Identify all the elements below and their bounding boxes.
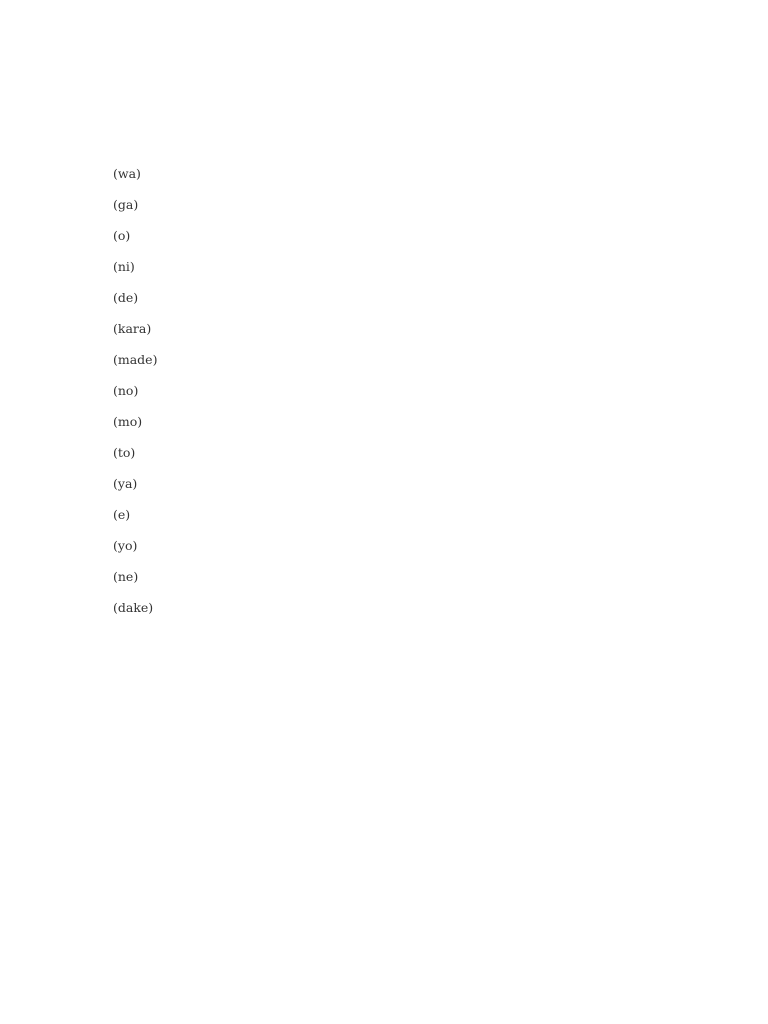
particle-romaji: (ne): [113, 569, 139, 584]
example-cell: [518, 381, 673, 412]
particle-cell: [113, 257, 248, 288]
particle-romaji: (kara): [113, 321, 152, 336]
reading-cell: [383, 257, 518, 288]
particle-romaji: (no): [113, 383, 139, 398]
meaning-cell: [248, 598, 383, 629]
particle-romaji: (yo): [113, 538, 138, 553]
particle-romaji: (dake): [113, 600, 154, 615]
table-row: [113, 443, 673, 474]
particles-table: [113, 148, 673, 629]
meaning-cell: [248, 226, 383, 257]
reading-cell: [383, 474, 518, 505]
particle-cell: [113, 474, 248, 505]
meaning-cell: [248, 195, 383, 226]
table-row: [113, 226, 673, 257]
particle-cell: [113, 162, 248, 195]
example-cell: [518, 474, 673, 505]
particle-cell: [113, 536, 248, 567]
reading-cell: [383, 288, 518, 319]
reading-cell: [383, 536, 518, 567]
example-cell: [518, 412, 673, 443]
particle-cell: [113, 319, 248, 350]
example-cell: [518, 443, 673, 474]
reading-cell: [383, 226, 518, 257]
table-row: [113, 536, 673, 567]
table-row: [113, 598, 673, 629]
particle-cell: [113, 567, 248, 598]
example-cell: [518, 598, 673, 629]
particle-cell: [113, 505, 248, 536]
particle-romaji: (wa): [113, 166, 141, 181]
reading-cell: [383, 350, 518, 381]
example-cell: [518, 195, 673, 226]
particle-romaji: (ya): [113, 476, 138, 491]
particle-cell: [113, 412, 248, 443]
reading-cell: [383, 319, 518, 350]
meaning-cell: [248, 162, 383, 195]
particle-romaji: (to): [113, 445, 136, 460]
meaning-cell: [248, 319, 383, 350]
example-cell: [518, 350, 673, 381]
reading-cell: [383, 443, 518, 474]
particle-cell: [113, 350, 248, 381]
particle-romaji: (ni): [113, 259, 135, 274]
meaning-cell: [248, 536, 383, 567]
reading-cell: [383, 598, 518, 629]
particle-cell: [113, 288, 248, 319]
particle-romaji: (de): [113, 290, 139, 305]
meaning-cell: [248, 412, 383, 443]
particle-cell: [113, 598, 248, 629]
header-example: [518, 148, 673, 162]
meaning-cell: [248, 288, 383, 319]
reading-cell: [383, 412, 518, 443]
particle-romaji: (mo): [113, 414, 143, 429]
example-cell: [518, 226, 673, 257]
meaning-cell: [248, 257, 383, 288]
meaning-cell: [248, 381, 383, 412]
table-row: [113, 288, 673, 319]
table-body: [113, 162, 673, 629]
particle-romaji: (made): [113, 352, 158, 367]
table-row: [113, 350, 673, 381]
table-row: [113, 505, 673, 536]
example-cell: [518, 162, 673, 195]
example-cell: [518, 257, 673, 288]
table-row: [113, 474, 673, 505]
header-reading: [383, 148, 518, 162]
meaning-cell: [248, 443, 383, 474]
table-header-row: [113, 148, 673, 162]
example-cell: [518, 319, 673, 350]
meaning-cell: [248, 505, 383, 536]
table-row: [113, 319, 673, 350]
example-cell: [518, 567, 673, 598]
particle-cell: [113, 195, 248, 226]
reading-cell: [383, 381, 518, 412]
reading-cell: [383, 162, 518, 195]
table-row: [113, 412, 673, 443]
header-particle: [113, 148, 248, 162]
table-row: [113, 567, 673, 598]
meaning-cell: [248, 350, 383, 381]
table-row: [113, 162, 673, 195]
particle-romaji: (ga): [113, 197, 139, 212]
example-cell: [518, 505, 673, 536]
table-row: [113, 381, 673, 412]
particle-cell: [113, 226, 248, 257]
particle-cell: [113, 443, 248, 474]
particle-romaji: (o): [113, 228, 131, 243]
header-meaning: [248, 148, 383, 162]
particle-romaji: (e): [113, 507, 131, 522]
reading-cell: [383, 505, 518, 536]
particle-cell: [113, 381, 248, 412]
reading-cell: [383, 567, 518, 598]
example-cell: [518, 536, 673, 567]
example-cell: [518, 288, 673, 319]
table-row: [113, 195, 673, 226]
meaning-cell: [248, 474, 383, 505]
table-row: [113, 257, 673, 288]
meaning-cell: [248, 567, 383, 598]
reading-cell: [383, 195, 518, 226]
